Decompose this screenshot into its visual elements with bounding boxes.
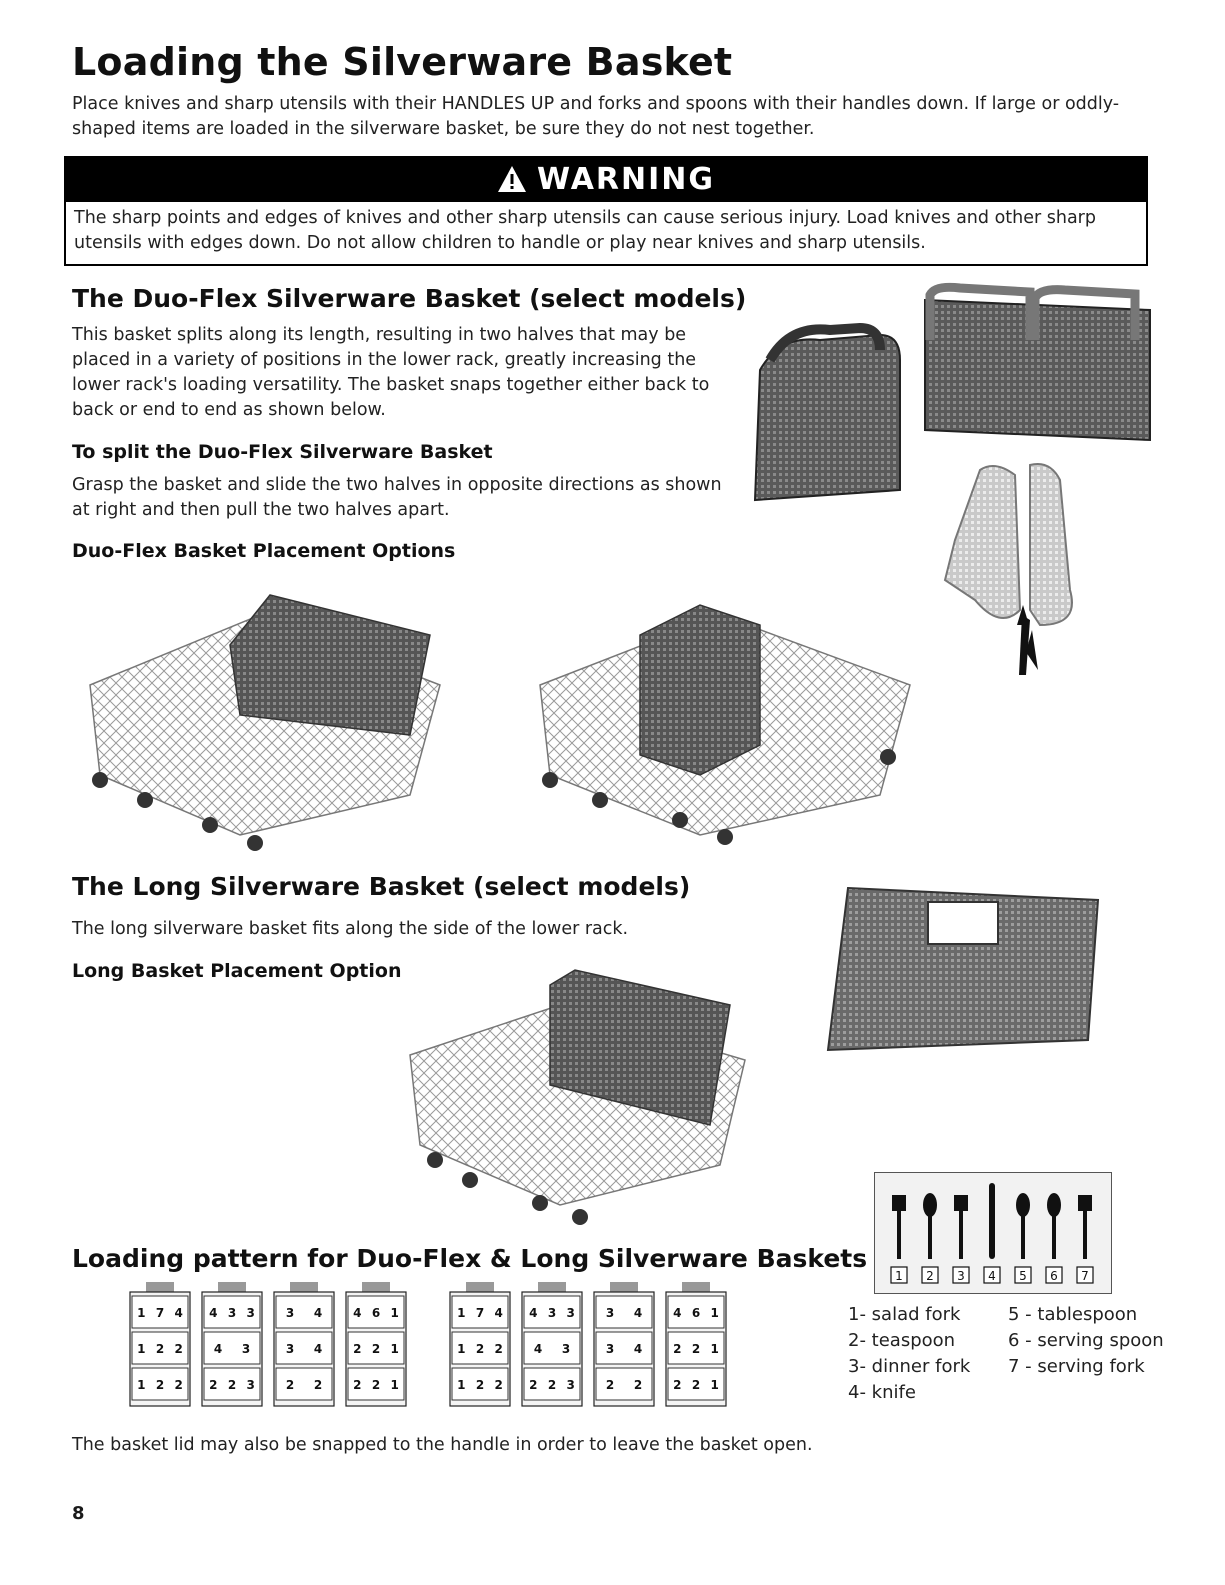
cell-number: 4 [313,1306,323,1320]
legend-left-column [848,1302,970,1406]
cell-number: 4 [673,1306,682,1320]
split-heading: To split the Duo-Flex Silverware Basket [72,441,493,463]
warning-label: WARNING [536,161,716,197]
page-number: 8 [72,1503,85,1524]
long-basket-heading: The Long Silverware Basket (select models) [72,872,691,901]
cell-number: 3 [566,1306,575,1320]
cell-number: 3 [566,1378,575,1392]
cell-number: 2 [494,1378,503,1392]
spoon-icon [1047,1193,1061,1259]
rack-option-1 [90,595,440,851]
cell-number: 2 [174,1342,183,1356]
cell-number: 2 [633,1378,643,1392]
utensil-number: 3 [957,1269,965,1283]
placement-heading: Duo-Flex Basket Placement Options [72,540,456,562]
cell-number: 2 [353,1342,362,1356]
spoon-icon [923,1193,937,1259]
cell [596,1368,652,1400]
cell [596,1332,652,1364]
cell-number: 1 [137,1306,146,1320]
cell-number: 2 [285,1378,295,1392]
fork-icon [1078,1195,1092,1259]
utensil-number: 6 [1050,1269,1058,1283]
cell-number: 2 [174,1378,183,1392]
cell-number: 3 [547,1306,557,1320]
cell-number: 1 [710,1378,719,1392]
cell-number: 2 [155,1378,165,1392]
legend-item: 5 - tablespoon [1008,1304,1138,1325]
cell-number: 4 [533,1342,543,1356]
cell-number: 4 [633,1342,643,1356]
legend-item: 4- knife [848,1382,916,1403]
long-placement-heading: Long Basket Placement Option [72,960,402,982]
cell-number: 4 [209,1306,218,1320]
cell-number: 2 [371,1378,381,1392]
cell-number: 3 [241,1342,251,1356]
compartment-handle [466,1282,494,1292]
cell-number: 2 [529,1378,538,1392]
cell-number: 3 [561,1342,571,1356]
cell-number: 4 [313,1342,323,1356]
compartment-handle [218,1282,246,1292]
cell-number: 2 [673,1378,682,1392]
legend-item: 7 - serving fork [1008,1356,1145,1377]
cell-number: 7 [475,1306,485,1320]
cell-number: 2 [475,1342,485,1356]
fork-icon [892,1195,906,1259]
legend-item: 2- teaspoon [848,1330,956,1351]
basket-end-to-end [925,287,1150,440]
legend-item: 1- salad fork [848,1304,961,1325]
cell-number: 1 [457,1342,466,1356]
warning-text: The sharp points and edges of knives and other sharp utensils can cause serious injury. Load knives and other sharp utensils with edges down. Do not allow children to handle or play near knives and sharp utensils. [74,208,1096,253]
cell-number: 3 [605,1306,615,1320]
cell-number: 1 [137,1378,146,1392]
cell-number: 1 [457,1306,466,1320]
loading-pattern-grids [128,1282,768,1420]
cell-number: 2 [313,1378,323,1392]
cell-number: 2 [353,1378,362,1392]
duo-flex-placement-racks [80,575,950,865]
cell-number: 2 [475,1378,485,1392]
cell-number: 7 [155,1306,165,1320]
compartment-handle [146,1282,174,1292]
split-body: Grasp the basket and slide the two halves in opposite directions as shown at right and then pull the two halves apart. [72,475,722,520]
cell-number: 2 [547,1378,557,1392]
cell-number: 2 [155,1342,165,1356]
knife-icon [989,1183,995,1259]
compartment-handle [682,1282,710,1292]
cell-number: 2 [673,1342,682,1356]
utensil-number: 7 [1081,1269,1089,1283]
cell-number: 4 [213,1342,223,1356]
cell-number: 4 [353,1306,362,1320]
fork-icon [954,1195,968,1259]
compartment-handle [290,1282,318,1292]
warning-triangle-icon [497,165,527,193]
cell [276,1368,332,1400]
utensil-number: 1 [895,1269,903,1283]
cell [204,1332,260,1364]
spoon-icon [1016,1193,1030,1259]
rack-option-2 [540,605,910,845]
legend-right-column [1008,1302,1164,1380]
cell [276,1296,332,1328]
long-basket-body: The long silverware basket fits along the side of the lower rack. [72,919,629,939]
cell-number: 3 [285,1342,295,1356]
cell-number: 1 [137,1342,146,1356]
cell-number: 4 [529,1306,538,1320]
compartment-handle [610,1282,638,1292]
page-title: Loading the Silverware Basket [72,40,733,84]
compartment-handle [362,1282,390,1292]
loading-pattern-footer: The basket lid may also be snapped to the handle in order to leave the basket open. [72,1435,813,1455]
cell-number: 3 [285,1306,295,1320]
utensil-number: 5 [1019,1269,1027,1283]
long-basket-illustration [818,880,1103,1055]
grid-left [130,1282,406,1406]
cell-number: 3 [246,1378,255,1392]
cell-number: 2 [371,1342,381,1356]
cell [276,1332,332,1364]
cell-number: 2 [209,1378,218,1392]
duo-flex-heading: The Duo-Flex Silverware Basket (select models) [72,284,747,313]
intro-text: Place knives and sharp utensils with their HANDLES UP and forks and spoons with their handles down. If large or oddly-shaped items are loaded in the silverware basket, be sure they do not nest together. [72,94,1120,139]
cell-number: 3 [227,1306,237,1320]
cell-number: 2 [691,1342,701,1356]
compartment-handle [538,1282,566,1292]
cell-number: 2 [227,1378,237,1392]
basket-back-to-back [755,328,900,500]
cell-number: 3 [246,1306,255,1320]
utensil-number: 4 [988,1269,996,1283]
cell-number: 6 [371,1306,381,1320]
warning-box [64,202,1148,266]
cell-number: 2 [691,1378,701,1392]
utensil-legend-box [874,1172,1112,1294]
cell-number: 1 [390,1342,399,1356]
basket-split-halves [945,464,1072,625]
cell-number: 1 [457,1378,466,1392]
cell-number: 2 [605,1378,615,1392]
cell-number: 4 [633,1306,643,1320]
warning-banner [64,156,1148,202]
utensil-icons [875,1173,1111,1293]
long-basket-rack [400,965,780,1230]
cell [524,1332,580,1364]
loading-pattern-heading: Loading pattern for Duo-Flex & Long Silverware Baskets [72,1244,868,1273]
legend-item: 3- dinner fork [848,1356,971,1377]
duo-flex-body: This basket splits along its length, resulting in two halves that may be placed in a variety of positions in the lower rack, greatly increasing the lower rack's loading versatility. The basket snaps together either back to back or end to end as shown below. [72,325,710,420]
cell-number: 1 [710,1306,719,1320]
cell-number: 4 [494,1306,503,1320]
cell-number: 1 [710,1342,719,1356]
cell-number: 6 [691,1306,701,1320]
cell [596,1296,652,1328]
cell-number: 1 [390,1378,399,1392]
legend-item: 6 - serving spoon [1008,1330,1164,1351]
cell-number: 4 [174,1306,183,1320]
cell-number: 2 [494,1342,503,1356]
cell-number: 1 [390,1306,399,1320]
utensil-number: 2 [926,1269,934,1283]
grid-right [450,1282,726,1406]
cell-number: 3 [605,1342,615,1356]
